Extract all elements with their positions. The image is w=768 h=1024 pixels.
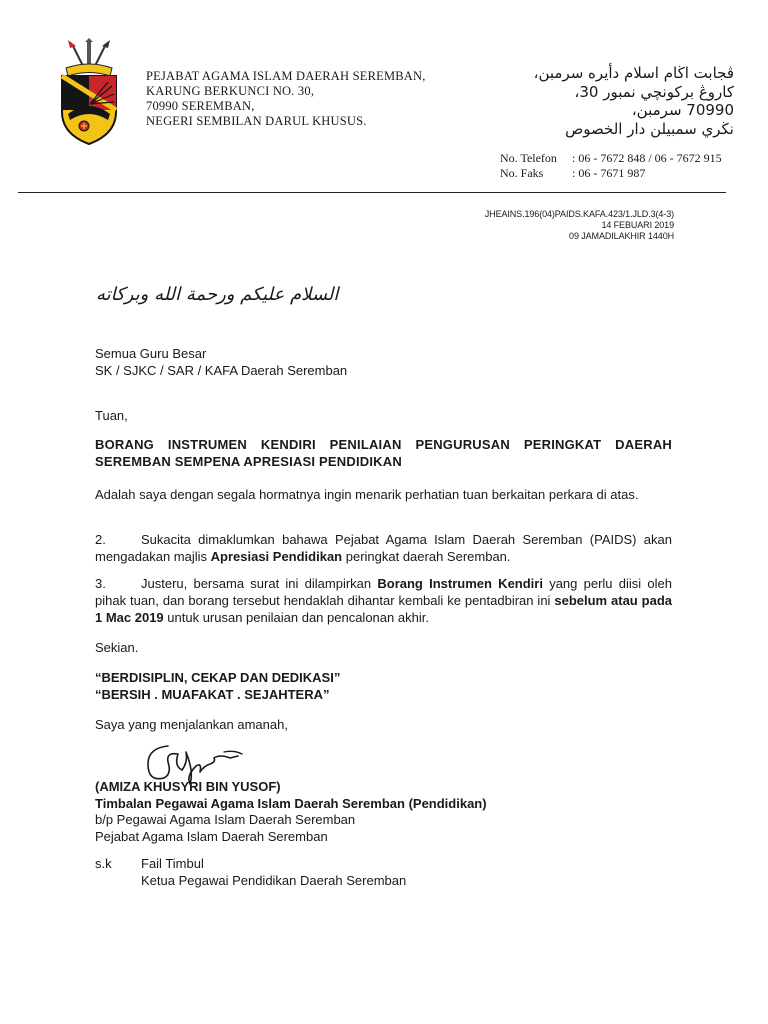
letterhead-line-1: PEJABAT AGAMA ISLAM DAERAH SEREMBAN, [146, 69, 426, 83]
jawi-line-4: نڬري سمبيلن دار الخصوص [565, 119, 734, 138]
motto-line-1: “BERDISIPLIN, CEKAP DAN DEDIKASI” [95, 670, 341, 685]
letterhead-line-3: 70990 SEREMBAN, [146, 99, 255, 113]
fax-value: : 06 - 7671 987 [572, 166, 646, 180]
jawi-line-1: ڤجابت اڬام اسلام دأيره سرمبن، [533, 64, 734, 82]
closing: Sekian. [95, 640, 139, 655]
paragraph-2-text-b: peringkat daerah Seremban. [342, 549, 511, 564]
cc-item-1: Fail Timbul [141, 856, 204, 871]
arabic-greeting: السلام عليكم ورحمة الله وبركاته [96, 284, 339, 305]
motto-line-2: “BERSIH . MUAFAKAT . SEJAHTERA” [95, 686, 330, 702]
cc-list [141, 856, 406, 889]
letterhead-jawi-address [534, 64, 734, 138]
motto-block [95, 670, 340, 703]
letterhead-address [146, 69, 426, 129]
fax-label: No. Faks [500, 166, 544, 180]
paragraph-2 [95, 531, 672, 565]
signatory-block [95, 779, 487, 845]
paragraph-2-bold: Apresiasi Pendidikan [210, 549, 343, 564]
reference-hijri-date: 09 JAMADILAKHIR 1440H [569, 231, 674, 241]
paragraph-3-text-c: untuk urusan penilaian dan pencalonan akhir. [163, 610, 429, 625]
paragraph-3-bold-a: Borang Instrumen Kendiri [377, 576, 543, 591]
paragraph-3 [95, 575, 672, 626]
telephone-label: No. Telefon [500, 151, 557, 165]
reference-block [485, 209, 674, 242]
paragraph-2-text-a: Sukacita dimaklumkan bahawa Pejabat Agama Islam Daerah Seremban (PAIDS) akan mengadakan majlis [95, 532, 672, 564]
recipient-line-2: SK / SJKC / SAR / KAFA Daerah Seremban [95, 362, 348, 378]
telephone-value: : 06 - 7672 848 / 06 - 7672 915 [572, 151, 722, 165]
paragraph-2-number: 2. [95, 532, 106, 547]
recipient-block [95, 346, 347, 379]
intro-paragraph: Adalah saya dengan segala hormatnya ingin menarik perhatian tuan berkaitan perkara di atas. [95, 487, 639, 502]
jawi-line-3: 70990 سرمبن، [631, 101, 734, 119]
header-divider [18, 192, 726, 193]
paragraph-3-bold-b: sebelum atau pada 1 Mac 2019 [95, 593, 672, 625]
salutation: Tuan, [95, 408, 128, 423]
cc-label: s.k [95, 856, 112, 871]
paragraph-3-number: 3. [95, 576, 106, 591]
contact-block [500, 151, 722, 181]
signatory-office: Pejabat Agama Islam Daerah Seremban [95, 828, 328, 844]
signatory-title: Timbalan Pegawai Agama Islam Daerah Seremban (Pendidikan) [95, 795, 487, 811]
reference-date: 14 FEBUARI 2019 [601, 220, 674, 230]
cc-item-2: Ketua Pegawai Pendidikan Daerah Seremban [141, 872, 407, 888]
letterhead-line-4: NEGERI SEMBILAN DARUL KHUSUS. [146, 114, 367, 128]
signatory-on-behalf: b/p Pegawai Agama Islam Daerah Seremban [95, 812, 356, 827]
letterhead-line-2: KARUNG BERKUNCI NO. 30, [146, 84, 315, 98]
sign-intro: Saya yang menjalankan amanah, [95, 717, 288, 732]
letter-subject: BORANG INSTRUMEN KENDIRI PENILAIAN PENGURUSAN PERINGKAT DAERAH SEREMBAN SEMPENA APRESIASI PENDIDIKAN [95, 437, 672, 469]
signatory-name: (AMIZA KHUSYRI BIN YUSOF) [95, 779, 281, 794]
recipient-line-1: Semua Guru Besar [95, 346, 207, 361]
reference-file-number: JHEAINS.196(04)PAIDS.KAFA.423/1.JLD.3(4-3) [484, 209, 674, 219]
paragraph-3-text-b: yang perlu diisi oleh pihak tuan, dan borang tersebut hendaklah dihantar kembali ke pentadbiran ini [95, 576, 672, 608]
paragraph-3-text-a: Justeru, bersama surat ini dilampirkan [141, 576, 378, 591]
jawi-line-2: كاروڠ بركونچي نمبور 30، [574, 82, 734, 101]
state-crest-icon [54, 38, 124, 148]
